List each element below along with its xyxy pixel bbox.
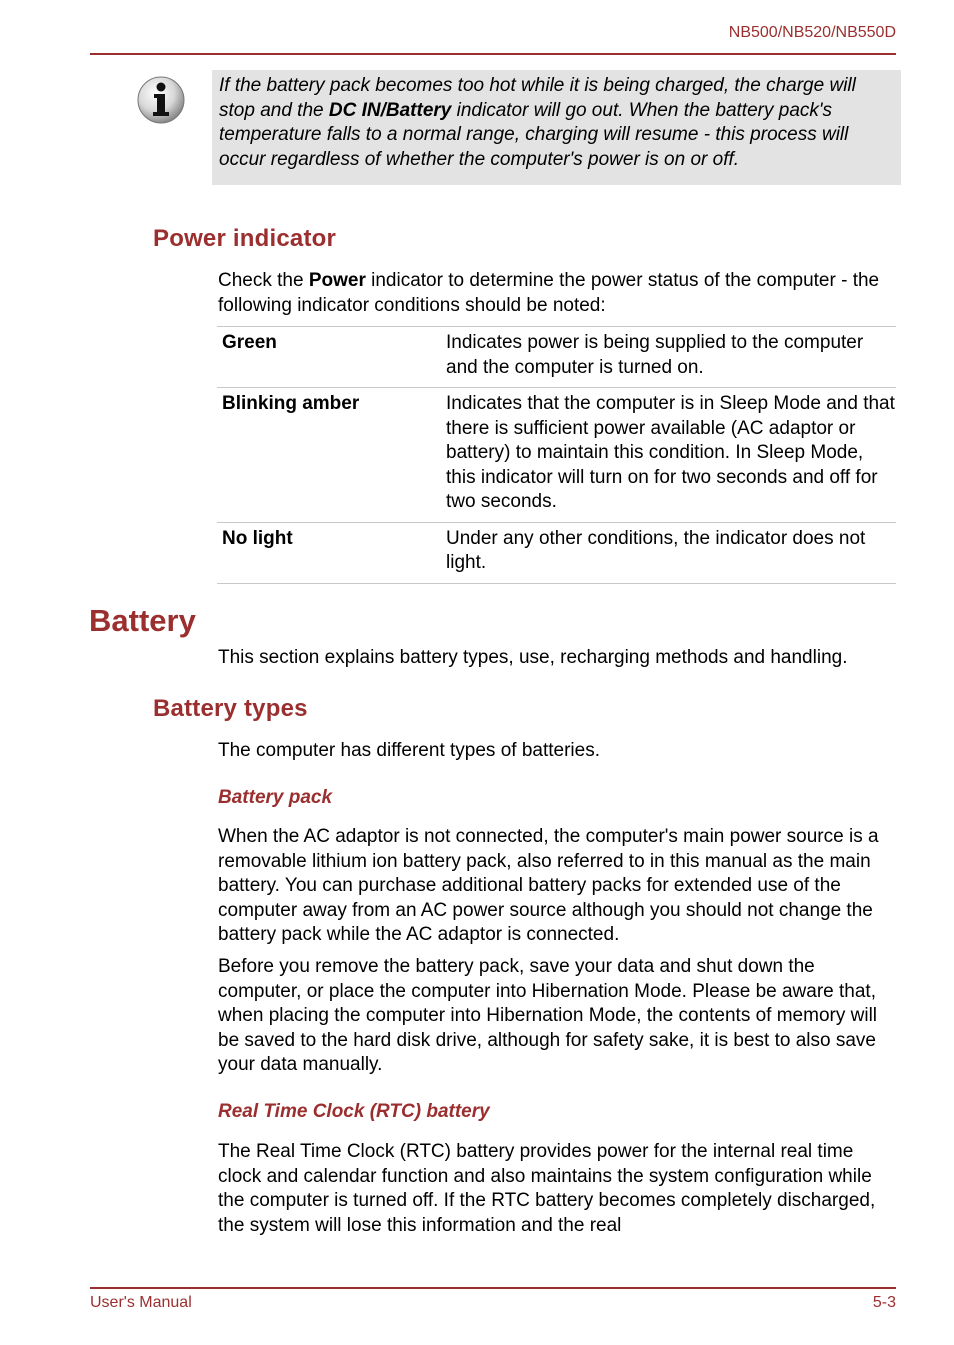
battery-pack-para-2: Before you remove the battery pack, save your data and shut down the computer, or place the computer into Hibernation Mode. Please be aware that, when placing the computer into Hibernation Mode, the contents of memory will be saved to the hard disk drive, although for safety sake, it is best to also save your data manually. bbox=[218, 956, 878, 1075]
intro-after: indicator to determine the power status of the computer - the following indicator conditions should be noted: bbox=[218, 270, 880, 316]
battery-types-heading: Battery types bbox=[153, 695, 308, 722]
header-model: NB500/NB520/NB550D bbox=[728, 24, 896, 41]
note-text-after: indicator will go out. When the battery pack's temperature falls to a normal range, charging will resume - this process will occur regardless of whether the computer's power is on or off. bbox=[219, 99, 849, 170]
row-desc: Under any other conditions, the indicator does not light. bbox=[441, 522, 896, 583]
table-row bbox=[217, 327, 896, 388]
battery-pack-heading: Battery pack bbox=[218, 787, 333, 808]
row-term: No light bbox=[217, 522, 441, 583]
row-term: Blinking amber bbox=[217, 388, 441, 523]
header-divider bbox=[90, 53, 896, 55]
footer-title: User's Manual bbox=[90, 1294, 192, 1311]
battery-pack-para-1: When the AC adaptor is not connected, the computer's main power source is a removable lithium ion battery pack, also referred to in this manual as the main battery. You can purchase additional battery packs for extended use of the computer away from an AC power source although you should not change the battery pack while the AC adaptor is connected. bbox=[218, 826, 879, 945]
rtc-para: The Real Time Clock (RTC) battery provides power for the internal real time clock and calendar function and also maintains the system configuration while the computer is turned off. If the RTC battery becomes completely discharged, the system will lose this information and the real bbox=[218, 1141, 876, 1236]
power-indicator-heading: Power indicator bbox=[153, 225, 337, 252]
note-bold: DC IN/Battery bbox=[328, 99, 452, 121]
intro-before: Check the bbox=[218, 270, 309, 291]
power-indicator-intro bbox=[218, 269, 898, 318]
info-icon bbox=[136, 75, 186, 125]
note-text-before: If the battery pack becomes too hot while it is being charged, the charge will stop and the bbox=[219, 75, 856, 121]
footer-divider bbox=[90, 1287, 896, 1289]
rtc-heading: Real Time Clock (RTC) battery bbox=[218, 1101, 490, 1122]
note-box bbox=[212, 70, 901, 185]
table-row bbox=[217, 522, 896, 583]
page-number: 5-3 bbox=[872, 1294, 896, 1311]
row-term: Green bbox=[217, 327, 441, 388]
row-desc: Indicates power is being supplied to the computer and the computer is turned on. bbox=[441, 327, 896, 388]
battery-intro: This section explains battery types, use, recharging methods and handling. bbox=[218, 647, 848, 668]
table-row bbox=[217, 388, 896, 523]
battery-heading: Battery bbox=[89, 603, 196, 638]
intro-bold: Power bbox=[308, 270, 366, 291]
indicator-table bbox=[217, 326, 896, 584]
battery-types-intro: The computer has different types of batteries. bbox=[218, 740, 600, 761]
row-desc: Indicates that the computer is in Sleep Mode and that there is sufficient power available (AC adaptor or battery) to maintain this condition. In Sleep Mode, this indicator will turn on for two seconds and off for two seconds. bbox=[441, 388, 896, 523]
